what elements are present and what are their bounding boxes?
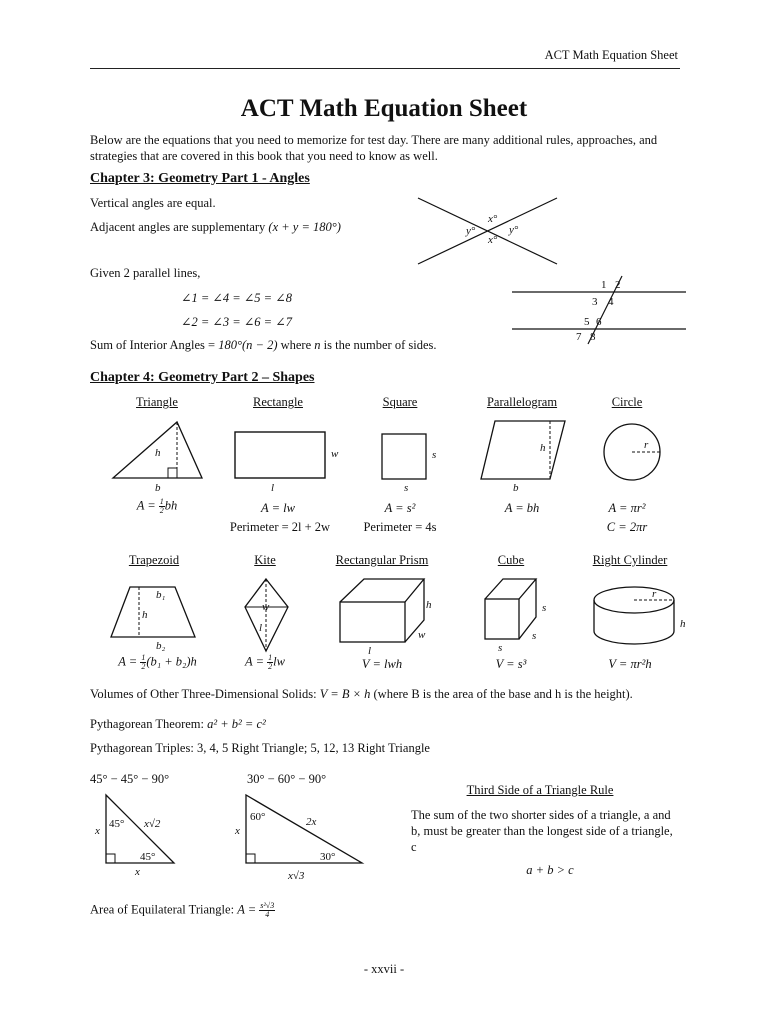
prism-l-label: l [368, 645, 372, 657]
kite-formula-a: A = [245, 654, 268, 669]
prism-top [340, 579, 424, 602]
equilateral-fraction [259, 902, 275, 919]
label-30-60-90: 30° − 60° − 90° [247, 772, 327, 786]
t30-leg-left: x [235, 825, 240, 837]
triangle-h-label: h [155, 447, 161, 459]
equilateral-num: s²√3 [260, 901, 275, 910]
angle-x-top: x° [488, 213, 498, 225]
caption-right-cylinder: Right Cylinder [592, 553, 668, 567]
pythagorean-theorem [90, 717, 266, 732]
square-s-bottom: s [404, 482, 409, 494]
right-angle-mark-45 [106, 854, 115, 863]
header-rule [90, 68, 680, 69]
parallel-equation-2: ∠2 = ∠3 = ∠6 = ∠7 [181, 315, 292, 329]
interior-prefix: Sum of Interior Angles = [90, 338, 219, 352]
angle-2: 2 [615, 279, 621, 291]
frac-den: 2 [159, 506, 164, 515]
t45-leg-bottom: x [135, 866, 140, 878]
frac-den-trap: 2 [141, 662, 146, 671]
square-figure [380, 432, 450, 497]
trapezoid-shape [111, 587, 195, 637]
volumes-prefix: Volumes of Other Three-Dimensional Solids: [90, 687, 320, 701]
trapezoid-formula-a: A = [118, 654, 141, 669]
triangle-formula-rest: bh [164, 498, 178, 513]
square-shape [382, 434, 426, 479]
cube-s3-label: s [498, 642, 503, 654]
label-45-45-90: 45° − 45° − 90° [90, 772, 170, 786]
kite-l-label: l [259, 622, 263, 634]
volumes-formula: V = B × h [319, 687, 371, 701]
interior-formula: 180°(n − 2) [218, 338, 278, 352]
vertical-angles-figure [415, 195, 560, 267]
circle-r-label: r [644, 439, 649, 451]
vertical-angles-text: Vertical angles are equal. [90, 196, 216, 210]
adjacent-angles-text [90, 220, 341, 235]
trapezoid-formula [95, 654, 220, 671]
cylinder-h-label: h [680, 618, 686, 630]
third-side-text: The sum of the two shorter sides of a triangle, a and b, must be greater than the longest side of a triangle, c [411, 808, 673, 854]
chapter-4-heading: Chapter 4: Geometry Part 2 – Shapes [90, 370, 315, 385]
kite-formula [225, 654, 305, 671]
kite-w-label: w [262, 601, 270, 613]
intro-paragraph: Below are the equations that you need to memorize for test day. There are many additional rules, approaches, and strategies that are covered in this book that you need to know as well. [90, 133, 658, 163]
rectangle-w-label: w [331, 448, 339, 460]
t30-leg-bottom: x√3 [288, 870, 305, 882]
prism-h-label: h [426, 599, 432, 611]
third-side-formula: a + b > c [526, 863, 574, 877]
caption-cube: Cube [497, 553, 525, 567]
t45-angle-bottom: 45° [140, 851, 156, 863]
right-angle-mark [168, 468, 177, 478]
rectangle-perimeter: Perimeter = 2l + 2w [229, 520, 331, 534]
triangle-figure [112, 420, 207, 492]
t45-leg-left: x [95, 825, 100, 837]
frac-num-trap: 1 [141, 653, 146, 662]
triangle-b-label: b [155, 482, 161, 494]
rectangle-formula: A = lw [261, 501, 295, 515]
pythag-formula: a² + b² = c² [207, 717, 266, 731]
caption-circle: Circle [611, 395, 643, 409]
cube-top [485, 579, 536, 599]
cube-s2-label: s [532, 630, 537, 642]
interior-suffix: is the number of sides. [320, 338, 437, 352]
cylinder-figure [592, 585, 692, 650]
cube-formula: V = s³ [495, 657, 527, 671]
page-number: - xxvii - [363, 962, 405, 976]
square-s-side: s [432, 449, 437, 461]
trapezoid-h-label: h [142, 609, 148, 621]
cylinder-formula: V = πr²h [608, 657, 652, 671]
angle-4: 4 [608, 296, 614, 308]
parallelogram-shape [481, 421, 565, 479]
trapezoid-figure [110, 583, 205, 655]
pythag-prefix: Pythagorean Theorem: [90, 717, 208, 731]
prism-w-label: w [418, 629, 426, 641]
t45-hypotenuse: x√2 [144, 818, 161, 830]
caption-kite: Kite [254, 553, 276, 567]
angle-x-bottom: x° [488, 234, 498, 246]
cylinder-r-label: r [652, 588, 657, 600]
third-side-heading: Third Side of a Triangle Rule [466, 783, 614, 797]
angle-y-left: y° [466, 225, 476, 237]
angle-y-right: y° [509, 224, 519, 236]
t30-hypotenuse: 2x [306, 816, 317, 828]
rectangle-figure [234, 430, 344, 495]
interior-mid: where [277, 338, 315, 352]
parallel-equation-1: ∠1 = ∠4 = ∠5 = ∠8 [181, 291, 292, 305]
parallelogram-h-label: h [540, 442, 546, 454]
volumes-text [90, 687, 633, 702]
kite-formula-rest: lw [273, 654, 285, 669]
trapezoid-b2-label: b₂ [156, 640, 166, 652]
angle-8: 8 [590, 331, 596, 343]
cylinder-bottom [594, 631, 674, 644]
t30-angle-30: 30° [320, 851, 336, 863]
parallelogram-formula: A = bh [504, 501, 540, 515]
trapezoid-formula-rest: (b₁ + b₂)h [146, 654, 197, 669]
equilateral-prefix: Area of Equilateral Triangle: [90, 902, 238, 917]
circle-figure [600, 420, 670, 485]
t45-angle-top: 45° [109, 818, 125, 830]
angle-5: 5 [584, 316, 590, 328]
prism-front [340, 602, 405, 642]
caption-parallelogram: Parallelogram [486, 395, 558, 409]
running-header: ACT Math Equation Sheet [544, 48, 678, 62]
triangle-formula-a: A = [136, 498, 159, 513]
square-perimeter: Perimeter = 4s [363, 520, 437, 534]
page-title: ACT Math Equation Sheet [240, 95, 528, 122]
angle-7: 7 [576, 331, 582, 343]
caption-triangle: Triangle [136, 395, 178, 409]
trapezoid-b1-label: b₁ [156, 589, 166, 601]
cube-s1-label: s [542, 602, 547, 614]
equilateral-area [90, 902, 275, 919]
triangle-formula [117, 498, 197, 515]
caption-trapezoid: Trapezoid [128, 553, 180, 567]
angle-6: 6 [596, 316, 602, 328]
prism-figure [338, 575, 443, 655]
triangle-45-figure [92, 792, 187, 882]
triangle-30-shape [246, 795, 362, 863]
pythagorean-triples: Pythagorean Triples: 3, 4, 5 Right Triangle; 5, 12, 13 Right Triangle [90, 741, 430, 755]
parallelogram-figure [480, 418, 570, 498]
kite-figure [243, 577, 291, 657]
prism-formula: V = lwh [361, 657, 403, 671]
interior-angles-text [90, 338, 437, 353]
caption-rectangular-prism: Rectangular Prism [335, 553, 429, 567]
rectangle-shape [235, 432, 325, 478]
square-formula: A = s² [384, 501, 416, 515]
triangle-30-figure [232, 792, 367, 887]
equilateral-den: 4 [265, 910, 270, 919]
adjacent-prefix: Adjacent angles are supplementary [90, 220, 269, 234]
angle-3: 3 [592, 296, 598, 308]
t30-angle-60: 60° [250, 811, 266, 823]
rectangle-l-label: l [271, 482, 275, 494]
chapter-3-heading: Chapter 3: Geometry Part 1 - Angles [90, 171, 310, 186]
frac-num: 1 [159, 497, 164, 506]
angle-1: 1 [601, 279, 607, 291]
frac-den-kite: 2 [268, 662, 273, 671]
cube-figure [483, 575, 553, 655]
adjacent-formula: (x + y = 180°) [268, 220, 341, 234]
cube-front [485, 599, 519, 639]
volumes-suffix: (where B is the area of the base and h is the height). [370, 687, 633, 701]
interior-n: n [314, 338, 321, 352]
parallel-lines-intro: Given 2 parallel lines, [90, 266, 201, 280]
parallel-lines-figure [512, 276, 688, 346]
right-angle-mark-30 [246, 854, 255, 863]
caption-rectangle: Rectangle [253, 395, 303, 409]
caption-square: Square [382, 395, 418, 409]
frac-num-kite: 1 [268, 653, 273, 662]
equilateral-a: A = [237, 902, 260, 917]
circle-circumference-formula: C = 2πr [606, 520, 648, 534]
circle-area-formula: A = πr² [608, 501, 646, 515]
parallelogram-b-label: b [513, 482, 519, 494]
